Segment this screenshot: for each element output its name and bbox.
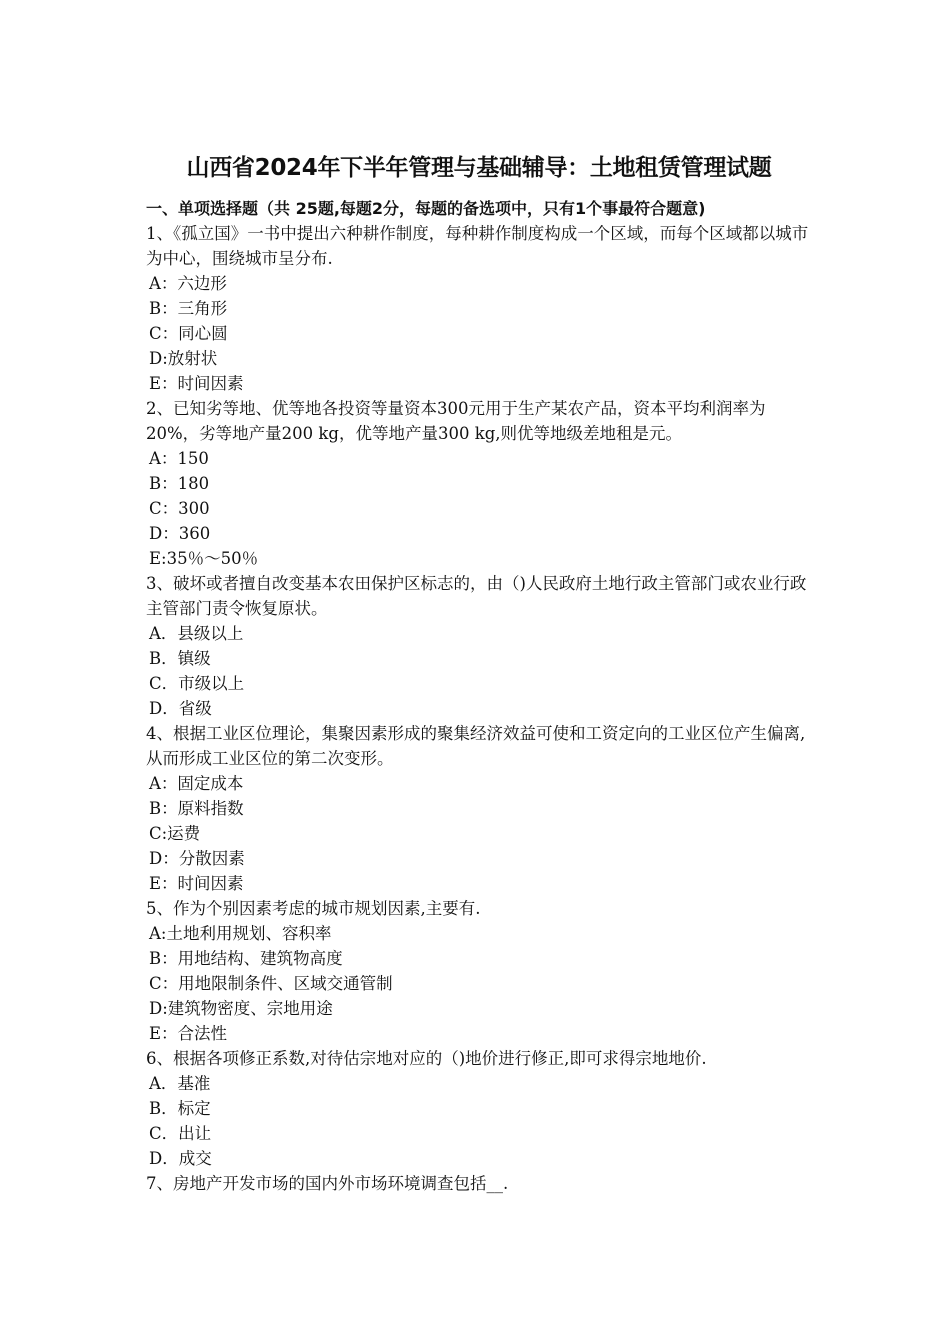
option-a: A．基准 bbox=[149, 1074, 211, 1093]
question-stem: 5、作为个别因素考虑的城市规划因素,主要有. bbox=[146, 899, 481, 918]
document-title: 山西省2024年下半年管理与基础辅导：土地租赁管理试题 bbox=[186, 155, 772, 181]
option-b: B．标定 bbox=[149, 1099, 211, 1118]
question-stem: 1、《孤立国》一书中提出六种耕作制度，每种耕作制度构成一个区域，而每个区域都以城市为中心，围绕城市呈分布. bbox=[146, 224, 809, 268]
option-c: C．出让 bbox=[149, 1124, 212, 1143]
question-5 bbox=[146, 896, 812, 1046]
option-b: B：三角形 bbox=[149, 299, 228, 318]
option-d: D：分散因素 bbox=[149, 849, 245, 868]
question-7 bbox=[146, 1171, 812, 1196]
option-d: D:建筑物密度、宗地用途 bbox=[149, 999, 333, 1018]
option-c: C：300 bbox=[149, 499, 210, 518]
option-c: C：用地限制条件、区域交通管制 bbox=[149, 974, 393, 993]
option-c: C．市级以上 bbox=[149, 674, 245, 693]
option-b: B．镇级 bbox=[149, 649, 211, 668]
document-page bbox=[146, 148, 812, 1196]
question-2 bbox=[146, 396, 812, 571]
question-stem: 3、破坏或者擅自改变基本农田保护区标志的，由（)人民政府土地行政主管部门或农业行政主管部门责令恢复原状。 bbox=[146, 574, 807, 618]
option-b: B：用地结构、建筑物高度 bbox=[149, 949, 343, 968]
option-d: D:放射状 bbox=[149, 349, 218, 368]
option-e: E：合法性 bbox=[149, 1024, 228, 1043]
option-e: E：时间因素 bbox=[149, 374, 244, 393]
question-stem: 6、根据各项修正系数,对待估宗地对应的（)地价进行修正,即可求得宗地地价. bbox=[146, 1049, 707, 1068]
option-a: A:土地利用规划、容积率 bbox=[149, 924, 332, 943]
option-d: D．省级 bbox=[149, 699, 212, 718]
question-stem: 4、根据工业区位理论，集聚因素形成的聚集经济效益可使和工资定向的工业区位产生偏离,从而形成工业区位的第二次变形。 bbox=[146, 724, 806, 768]
question-stem: 2、已知劣等地、优等地各投资等量资本300元用于生产某农产品，资本平均利润率为20%，劣等地产量200 kg，优等地产量300 kg,则优等地级差地租是元。 bbox=[146, 399, 766, 443]
option-c: C：同心圆 bbox=[149, 324, 228, 343]
question-stem: 7、房地产开发市场的国内外市场环境调查包括__. bbox=[146, 1174, 509, 1193]
question-6 bbox=[146, 1046, 812, 1171]
option-e: E：时间因素 bbox=[149, 874, 244, 893]
question-3 bbox=[146, 571, 812, 721]
question-4 bbox=[146, 721, 812, 896]
option-a: A：六边形 bbox=[149, 274, 227, 293]
option-b: B：原料指数 bbox=[149, 799, 244, 818]
option-c: C:运费 bbox=[149, 824, 201, 843]
option-a: A：固定成本 bbox=[149, 774, 244, 793]
option-e: E:35％～50％ bbox=[149, 549, 259, 568]
option-b: B：180 bbox=[149, 474, 210, 493]
question-1 bbox=[146, 221, 812, 396]
option-d: D．成交 bbox=[149, 1149, 212, 1168]
section-heading: 一、单项选择题（共 25题,每题2分，每题的备选项中，只有1个事最符合题意) bbox=[146, 199, 706, 218]
option-a: A：150 bbox=[149, 449, 209, 468]
option-d: D：360 bbox=[149, 524, 211, 543]
option-a: A．县级以上 bbox=[149, 624, 244, 643]
